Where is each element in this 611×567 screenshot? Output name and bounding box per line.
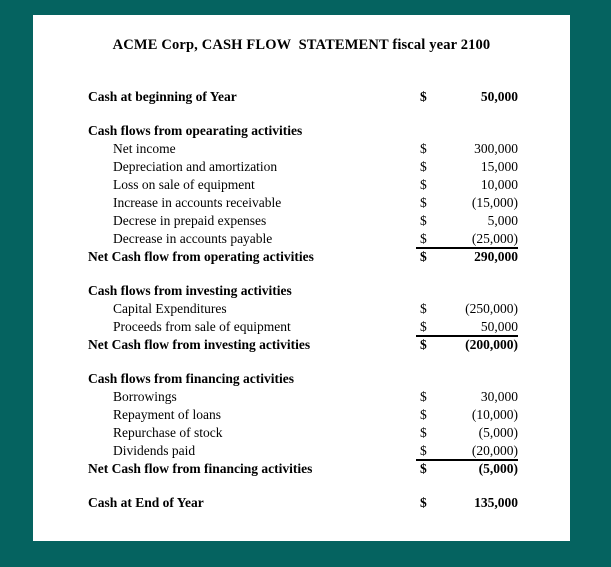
statement-row bbox=[88, 388, 558, 406]
row-amount: (5,000) bbox=[478, 425, 518, 440]
row-amount: 30,000 bbox=[480, 389, 518, 404]
row-amount: 15,000 bbox=[480, 159, 518, 174]
statement-row bbox=[88, 318, 558, 336]
row-label: Decrese in prepaid expenses bbox=[113, 213, 267, 228]
statement-row bbox=[88, 230, 558, 248]
row-amount: 290,000 bbox=[474, 249, 518, 264]
row-label: Cash at beginning of Year bbox=[88, 89, 237, 104]
row-label: Capital Expenditures bbox=[113, 301, 227, 316]
row-label: Repurchase of stock bbox=[113, 425, 223, 440]
row-currency-symbol: $ bbox=[420, 231, 427, 246]
row-amount: (200,000) bbox=[465, 337, 518, 352]
row-label: Net Cash flow from financing activities bbox=[88, 461, 313, 476]
statement-row bbox=[88, 494, 558, 512]
row-amount: (20,000) bbox=[471, 443, 518, 458]
row-currency-symbol: $ bbox=[420, 213, 427, 228]
row-label: Net Cash flow from investing activities bbox=[88, 337, 311, 352]
row-currency-symbol: $ bbox=[420, 495, 427, 510]
row-amount: (15,000) bbox=[471, 195, 518, 210]
row-amount: 50,000 bbox=[480, 319, 518, 334]
row-label: Cash flows from investing activities bbox=[88, 283, 292, 298]
row-label: Dividends paid bbox=[113, 443, 196, 458]
row-currency-symbol: $ bbox=[420, 319, 427, 334]
statement-row bbox=[88, 424, 558, 442]
row-amount: 10,000 bbox=[480, 177, 518, 192]
statement-row bbox=[88, 212, 558, 230]
statement-row bbox=[88, 282, 558, 300]
statement-row bbox=[88, 248, 558, 266]
statement-row bbox=[88, 370, 558, 388]
row-amount: (25,000) bbox=[471, 231, 518, 246]
row-label: Borrowings bbox=[113, 389, 177, 404]
row-amount: 135,000 bbox=[474, 495, 518, 510]
statement-row bbox=[88, 88, 558, 106]
row-currency-symbol: $ bbox=[420, 389, 427, 404]
row-currency-symbol: $ bbox=[420, 443, 427, 458]
row-currency-symbol: $ bbox=[420, 141, 427, 156]
row-currency-symbol: $ bbox=[420, 249, 427, 264]
row-label: Loss on sale of equipment bbox=[113, 177, 255, 192]
row-amount: 5,000 bbox=[487, 213, 518, 228]
row-currency-symbol: $ bbox=[420, 407, 427, 422]
page-title: ACME Corp, CASH FLOW STATEMENT fiscal year 2100 bbox=[112, 37, 491, 53]
statement-row bbox=[88, 158, 558, 176]
row-label: Cash flows from financing activities bbox=[88, 371, 294, 386]
row-currency-symbol: $ bbox=[420, 195, 427, 210]
row-amount: (5,000) bbox=[478, 461, 518, 476]
row-label: Cash flows from opearating activities bbox=[88, 123, 303, 138]
row-label: Increase in accounts receivable bbox=[113, 195, 282, 210]
cash-flow-statement-table bbox=[88, 88, 558, 512]
statement-row bbox=[88, 460, 558, 478]
row-label: Proceeds from sale of equipment bbox=[113, 319, 291, 334]
statement-row bbox=[88, 122, 558, 140]
row-currency-symbol: $ bbox=[420, 337, 427, 352]
row-amount: (250,000) bbox=[465, 301, 518, 316]
row-label: Cash at End of Year bbox=[88, 495, 204, 510]
row-label: Depreciation and amortization bbox=[113, 159, 278, 174]
statement-row bbox=[88, 336, 558, 354]
row-label: Net income bbox=[113, 141, 176, 156]
row-currency-symbol: $ bbox=[420, 461, 427, 476]
statement-row bbox=[88, 194, 558, 212]
statement-page bbox=[33, 15, 570, 541]
statement-row bbox=[88, 406, 558, 424]
row-currency-symbol: $ bbox=[420, 301, 427, 316]
row-amount: 300,000 bbox=[474, 141, 518, 156]
statement-row bbox=[88, 176, 558, 194]
statement-row bbox=[88, 300, 558, 318]
statement-row bbox=[88, 140, 558, 158]
row-label: Repayment of loans bbox=[113, 407, 221, 422]
statement-row bbox=[88, 442, 558, 460]
row-amount: (10,000) bbox=[471, 407, 518, 422]
row-amount: 50,000 bbox=[480, 89, 518, 104]
row-label: Net Cash flow from operating activities bbox=[88, 249, 314, 264]
row-label: Decrease in accounts payable bbox=[113, 231, 273, 246]
row-currency-symbol: $ bbox=[420, 425, 427, 440]
row-currency-symbol: $ bbox=[420, 177, 427, 192]
row-currency-symbol: $ bbox=[420, 89, 427, 104]
row-currency-symbol: $ bbox=[420, 159, 427, 174]
